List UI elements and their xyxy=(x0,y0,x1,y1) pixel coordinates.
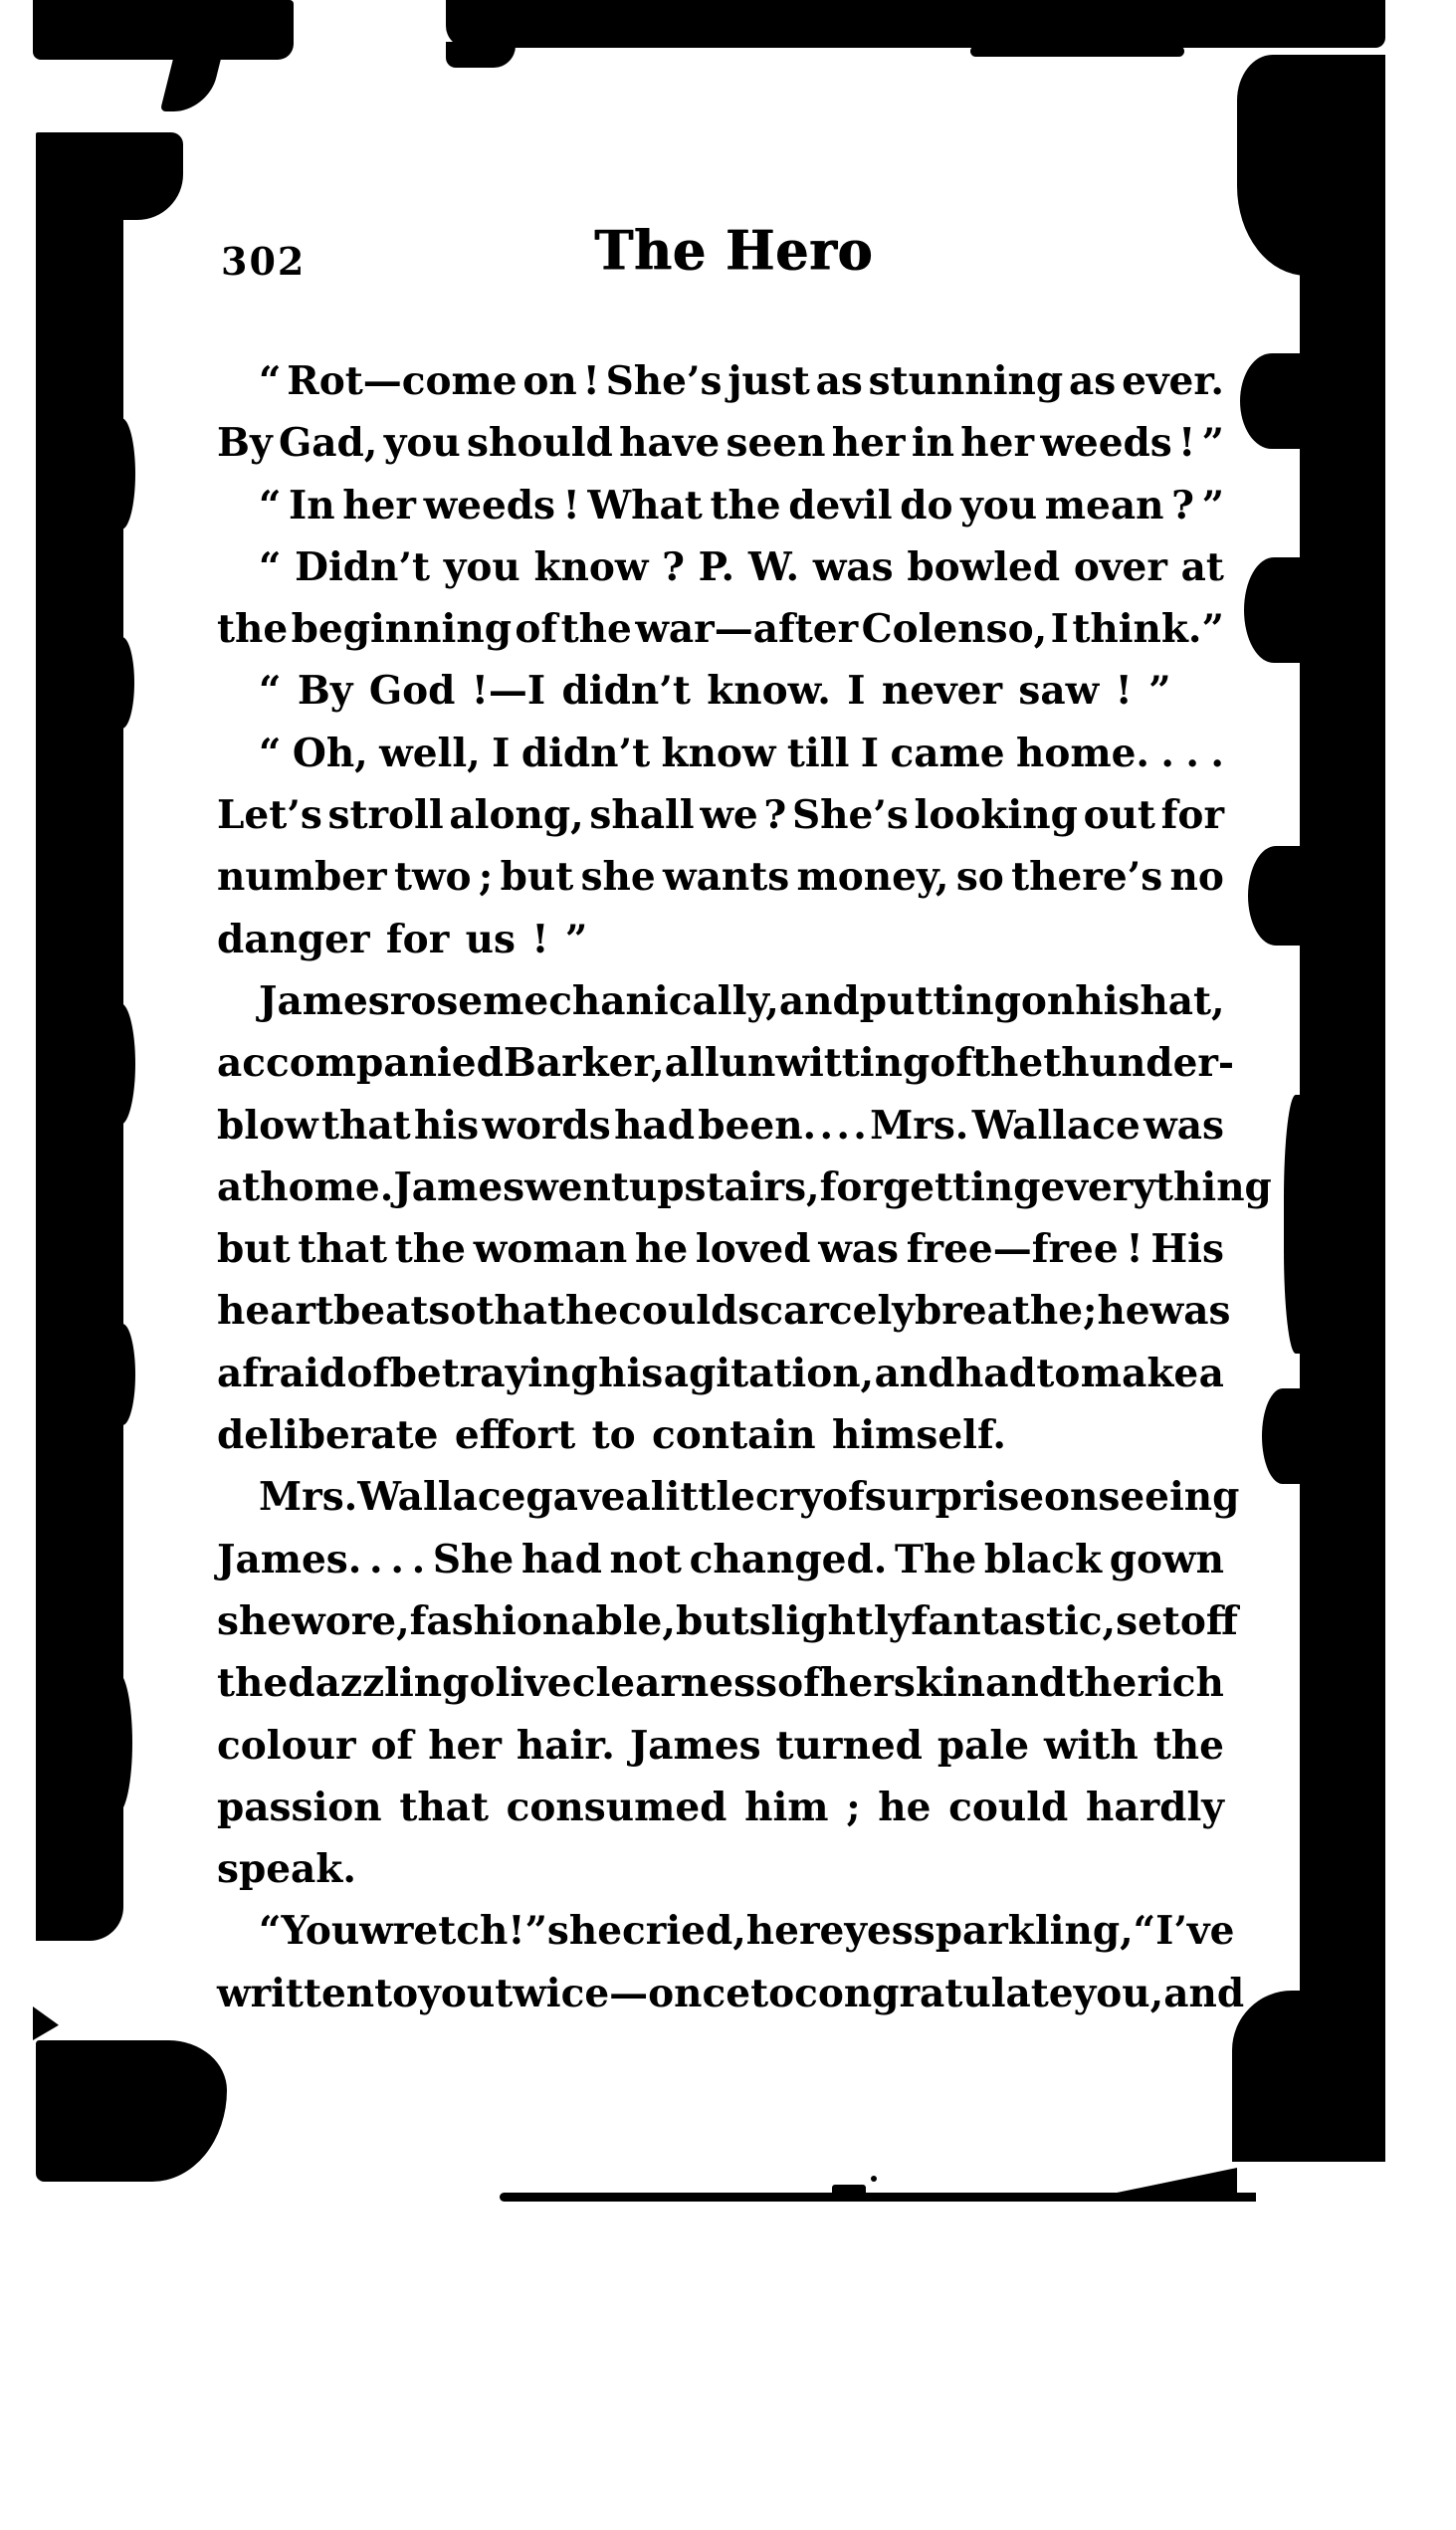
scan-artifact-left-bump xyxy=(105,1003,135,1125)
scan-artifact-right-bump xyxy=(1240,353,1304,449)
text-line: “ Oh, well, I didn’t know till I came home. . . . xyxy=(259,730,1224,776)
scan-artifact-right-bump xyxy=(1244,557,1304,663)
scan-artifact-left-point xyxy=(33,2006,59,2040)
text-line: “ By God !—I didn’t know. I never saw ! ” xyxy=(259,668,1171,715)
text-line: “ In her weeds ! What the devil do you mean ? ” xyxy=(259,482,1224,528)
scan-artifact-top-left-tail xyxy=(160,54,222,111)
text-line: at home. James went upstairs, forgetting everything xyxy=(217,1163,1272,1210)
body-text xyxy=(217,350,1272,2024)
text-line: “ Rot—come on ! She’s just as stunning as ever. xyxy=(259,358,1224,404)
text-line: she wore, fashionable, but slightly fantastic, set off xyxy=(217,1597,1238,1644)
text-line: afraid of betraying his agitation, and had to make a xyxy=(217,1350,1224,1396)
text-line: speak. xyxy=(217,1846,356,1893)
scan-artifact-top-bar xyxy=(446,0,1385,48)
text-line: “ Didn’t you know ? P. W. was bowled over at xyxy=(259,543,1224,590)
text-line: the dazzling olive clearness of her skin and the rich xyxy=(217,1660,1224,1707)
scan-artifact-left-bump xyxy=(109,637,134,729)
text-line: but that the woman he loved was free—free ! His xyxy=(217,1226,1224,1273)
scan-artifact-left-bump xyxy=(109,1324,135,1425)
text-line: Let’s stroll along, shall we ? She’s looking out for xyxy=(217,792,1224,839)
scan-artifact-left-bump xyxy=(103,1672,132,1813)
text-line: number two ; but she wants money, so there’s no xyxy=(217,854,1224,901)
text-line: passion that consumed him ; he could hardly xyxy=(217,1784,1224,1830)
running-title: The Hero xyxy=(594,219,873,284)
scan-artifact-right-bump xyxy=(1284,1095,1314,1354)
scan-artifact-bottom-left-blob xyxy=(36,2040,227,2182)
scan-artifact-top-bar-tail xyxy=(970,46,1184,57)
scan-artifact-bottom-dash xyxy=(832,2185,866,2196)
scan-artifact-top-left-bar xyxy=(33,0,294,60)
text-line: James. . . . She had not changed. The black gown xyxy=(217,1536,1224,1582)
text-line: “ You wretch ! ” she cried, her eyes sparkling, “ I’ve xyxy=(259,1908,1235,1955)
text-line: written to you twice—once to congratulate you, and xyxy=(217,1970,1245,2016)
text-line: Mrs. Wallace gave a little cry of surprise on seeing xyxy=(259,1474,1240,1521)
scan-artifact-right-bottom-flare xyxy=(1232,1991,1385,2162)
text-line: blow that his words had been. . . . Mrs. Wallace was xyxy=(217,1102,1224,1149)
text-line: deliberate effort to contain himself. xyxy=(217,1412,1006,1459)
text-line: the beginning of the war—after Colenso, I think.” xyxy=(217,606,1224,653)
scan-artifact-right-bump xyxy=(1262,1388,1304,1484)
scan-artifact-top-bar-left-tail xyxy=(446,42,516,68)
text-line: colour of her hair. James turned pale with the xyxy=(217,1722,1224,1769)
scan-artifact-right-bump xyxy=(1248,846,1304,946)
page-number: 302 xyxy=(221,239,307,284)
scan-artifact-left-bump xyxy=(107,418,135,529)
scan-artifact-bottom-line xyxy=(500,2193,1256,2202)
text-line: danger for us ! ” xyxy=(217,916,588,962)
text-line: James rose mechanically, and putting on his hat, xyxy=(259,977,1225,1024)
text-line: heart beat so that he could scarcely breathe ; he was xyxy=(217,1288,1231,1335)
scan-artifact-bottom-dot xyxy=(871,2176,877,2182)
text-line: accompanied Barker, all unwitting of the thunder- xyxy=(217,1040,1235,1087)
text-line: By Gad, you should have seen her in her weeds ! ” xyxy=(217,420,1224,467)
